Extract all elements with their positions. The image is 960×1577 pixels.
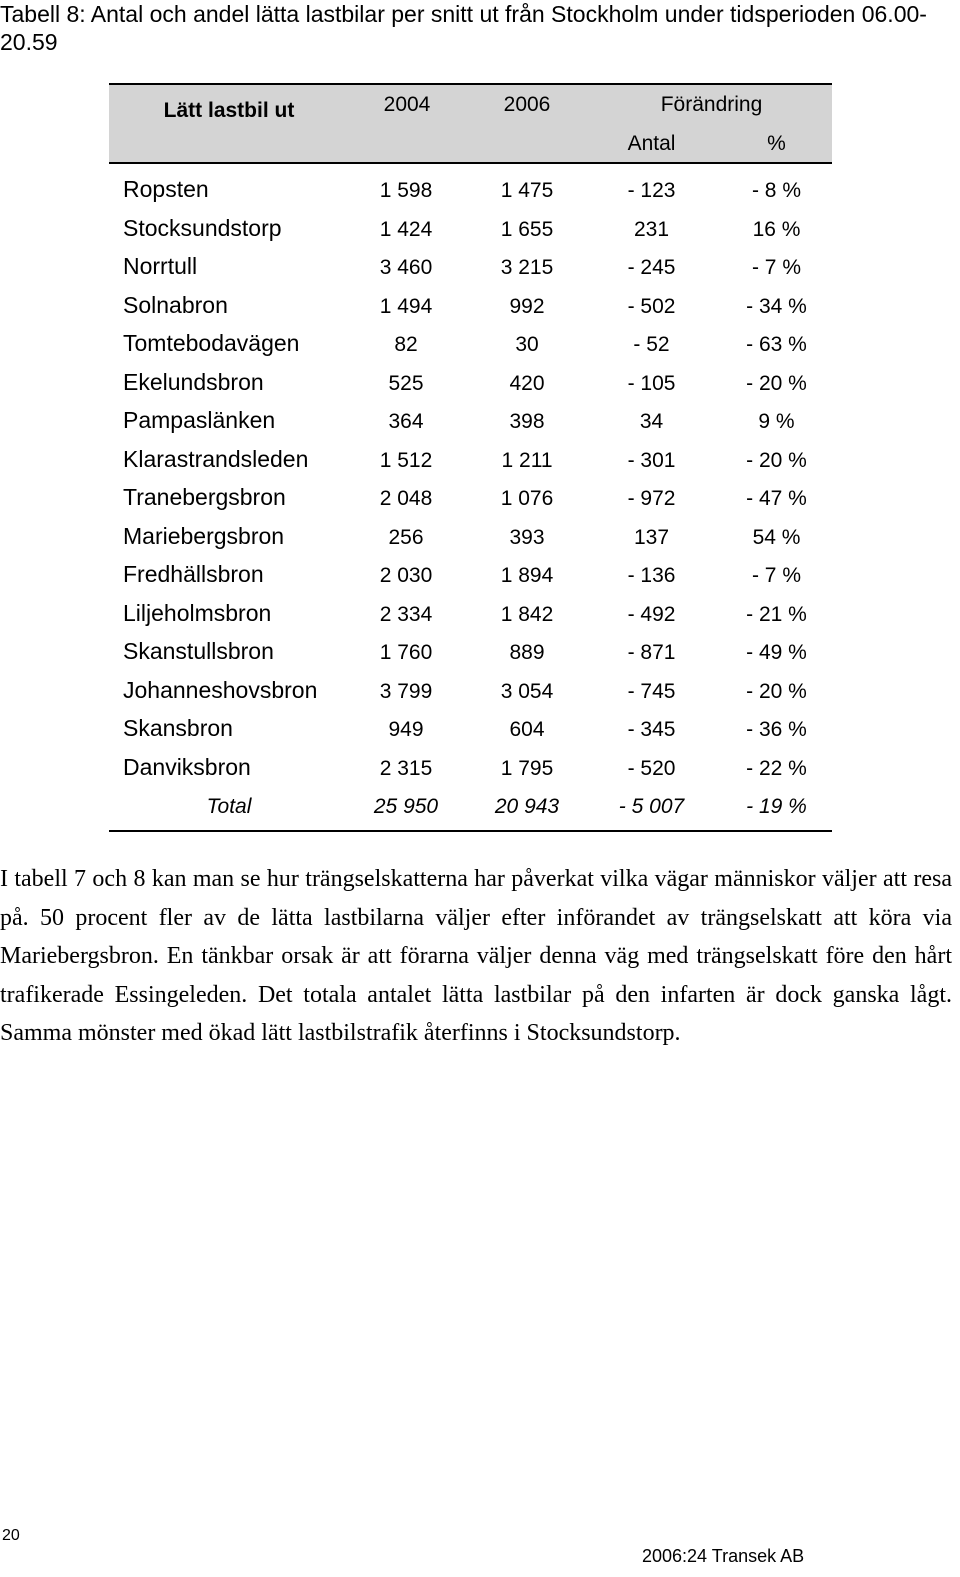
- cell-percent: 54 %: [752, 525, 801, 549]
- table-row: [109, 291, 832, 330]
- cell-percent: - 21 %: [746, 602, 807, 626]
- cell-count: 231: [633, 217, 670, 241]
- cell-2006: 1 076: [500, 487, 554, 510]
- header-count: Antal: [627, 132, 676, 155]
- cell-2004: 256: [388, 525, 424, 549]
- row-name: Fredhällsbron: [123, 561, 264, 587]
- cell-count: - 502: [627, 294, 676, 318]
- cell-2006: 398: [509, 410, 545, 433]
- table-row: [109, 406, 832, 445]
- table-row: [109, 599, 832, 638]
- cell-2004: 2 048: [379, 487, 433, 510]
- cell-count: 137: [633, 525, 670, 549]
- total-row: [109, 791, 832, 830]
- row-name: Norrtull: [123, 253, 198, 279]
- row-name: Tranebergsbron: [123, 484, 286, 510]
- cell-2004: 364: [388, 410, 424, 433]
- cell-2006: 3 054: [500, 679, 554, 703]
- cell-2004: 1 424: [379, 217, 433, 241]
- row-name: Stocksundstorp: [123, 214, 282, 241]
- table-row: [109, 753, 832, 792]
- cell-count: - 52: [633, 333, 670, 356]
- cell-2004: 2 315: [379, 756, 433, 780]
- header-percent: %: [767, 132, 786, 155]
- cell-percent: 16 %: [752, 217, 801, 241]
- cell-percent: - 49 %: [746, 641, 807, 664]
- cell-2004: 1 760: [379, 641, 433, 664]
- cell-count: - 492: [627, 602, 676, 626]
- cell-2004: 1 512: [379, 448, 433, 472]
- cell-count: - 136: [627, 564, 676, 587]
- cell-2004: 949: [388, 718, 424, 741]
- cell-percent: - 7 %: [751, 256, 801, 279]
- cell-count: 34: [639, 410, 664, 433]
- cell-2006: 30: [515, 333, 539, 356]
- row-name: Solnabron: [123, 291, 228, 318]
- cell-count: - 871: [627, 641, 676, 664]
- cell-2006: 604: [509, 718, 545, 741]
- table-row: [109, 676, 832, 715]
- cell-2006: 992: [509, 294, 545, 318]
- cell-percent: - 47 %: [746, 487, 807, 510]
- row-name: Pampaslänken: [123, 407, 276, 433]
- row-name: Skanstullsbron: [123, 638, 274, 664]
- cell-percent: - 36 %: [746, 718, 807, 741]
- table-row: [109, 714, 832, 753]
- cell-count: - 245: [627, 256, 676, 279]
- table-row: [109, 560, 832, 599]
- cell-percent: - 34 %: [746, 294, 807, 318]
- cell-percent: - 20 %: [746, 448, 807, 472]
- header-2004: 2004: [383, 93, 431, 116]
- header-label: Lätt lastbil ut: [163, 99, 295, 122]
- cell-percent: 9 %: [758, 410, 795, 433]
- table-row: [109, 445, 832, 484]
- row-name: Johanneshovsbron: [123, 676, 318, 703]
- cell-percent: - 19 %: [746, 795, 807, 818]
- header-2006: 2006: [503, 93, 551, 116]
- row-name: Liljeholmsbron: [123, 599, 272, 626]
- table-row: [109, 368, 832, 407]
- cell-count: - 520: [627, 756, 676, 780]
- cell-2004: 25 950: [373, 795, 439, 818]
- cell-2006: 1 655: [500, 217, 554, 241]
- header-change: Förändring: [660, 93, 763, 116]
- cell-2006: 889: [509, 641, 545, 664]
- cell-2006: 1 211: [501, 448, 553, 472]
- table-row: [109, 637, 832, 676]
- cell-2006: 1 795: [500, 756, 554, 780]
- footer-publisher: 2006:24 Transek AB: [642, 1546, 805, 1566]
- table-row: [109, 483, 832, 522]
- cell-percent: - 20 %: [746, 371, 807, 395]
- cell-2004: 82: [394, 333, 418, 356]
- row-name: Skansbron: [123, 715, 233, 741]
- cell-count: - 5 007: [618, 795, 685, 818]
- table-row: [109, 175, 832, 214]
- cell-percent: - 22 %: [746, 756, 807, 780]
- cell-count: - 301: [627, 448, 676, 472]
- cell-2006: 1 475: [500, 179, 554, 202]
- table-row: [109, 329, 832, 368]
- table-header: [109, 85, 832, 164]
- cell-2004: 3 460: [379, 256, 433, 279]
- cell-2004: 2 030: [379, 564, 433, 587]
- cell-2004: 525: [388, 371, 424, 395]
- cell-percent: - 8 %: [751, 179, 801, 202]
- traffic-table: [109, 83, 832, 832]
- cell-2004: 1 598: [379, 179, 433, 202]
- cell-2004: 1 494: [379, 294, 433, 318]
- table-body: [109, 164, 832, 830]
- cell-2006: 1 842: [500, 602, 554, 626]
- table-caption: Tabell 8: Antal och andel lätta lastbilar per snitt ut från Stockholm under tidsperioden 06.00-20.59: [0, 1, 927, 55]
- cell-percent: - 20 %: [746, 679, 807, 703]
- cell-count: - 105: [627, 371, 676, 395]
- cell-2004: 2 334: [379, 602, 433, 626]
- body-paragraph: I tabell 7 och 8 kan man se hur trängselskatterna har påverkat vilka vägar människor väljer att resa på. 50 procent fler av de lätta lastbilarna väljer efter införandet av trängselskatt att köra via Mariebergsbron. En tänkbar orsak är att förarna väljer denna väg med trängselskatt före den hårt trafikerade Essingeleden. Det totala antalet lätta lastbilar på den infarten är dock ganska lågt. Samma mönster med ökad lätt lastbilstrafik återfinns i Stocksundstorp.: [0, 866, 952, 1046]
- row-name: Total: [206, 795, 252, 818]
- cell-count: - 972: [627, 487, 676, 510]
- cell-2006: 420: [509, 371, 545, 395]
- cell-count: - 123: [627, 179, 676, 202]
- cell-count: - 745: [627, 679, 676, 703]
- cell-2006: 1 894: [500, 564, 554, 587]
- page-number: 20: [2, 1527, 20, 1544]
- row-name: Klarastrandsleden: [123, 445, 309, 472]
- cell-2006: 393: [509, 525, 545, 549]
- row-name: Ekelundsbron: [123, 368, 264, 395]
- cell-2004: 3 799: [379, 679, 433, 703]
- table-row: [109, 522, 832, 561]
- table-row: [109, 252, 832, 291]
- cell-percent: - 63 %: [746, 333, 807, 356]
- cell-2006: 20 943: [494, 795, 560, 818]
- row-name: Ropsten: [123, 176, 209, 202]
- cell-percent: - 7 %: [751, 564, 801, 587]
- cell-count: - 345: [627, 718, 676, 741]
- cell-2006: 3 215: [500, 256, 554, 279]
- table-row: [109, 214, 832, 253]
- row-name: Danviksbron: [123, 753, 251, 780]
- row-name: Tomtebodavägen: [123, 330, 300, 356]
- row-name: Mariebergsbron: [123, 522, 285, 549]
